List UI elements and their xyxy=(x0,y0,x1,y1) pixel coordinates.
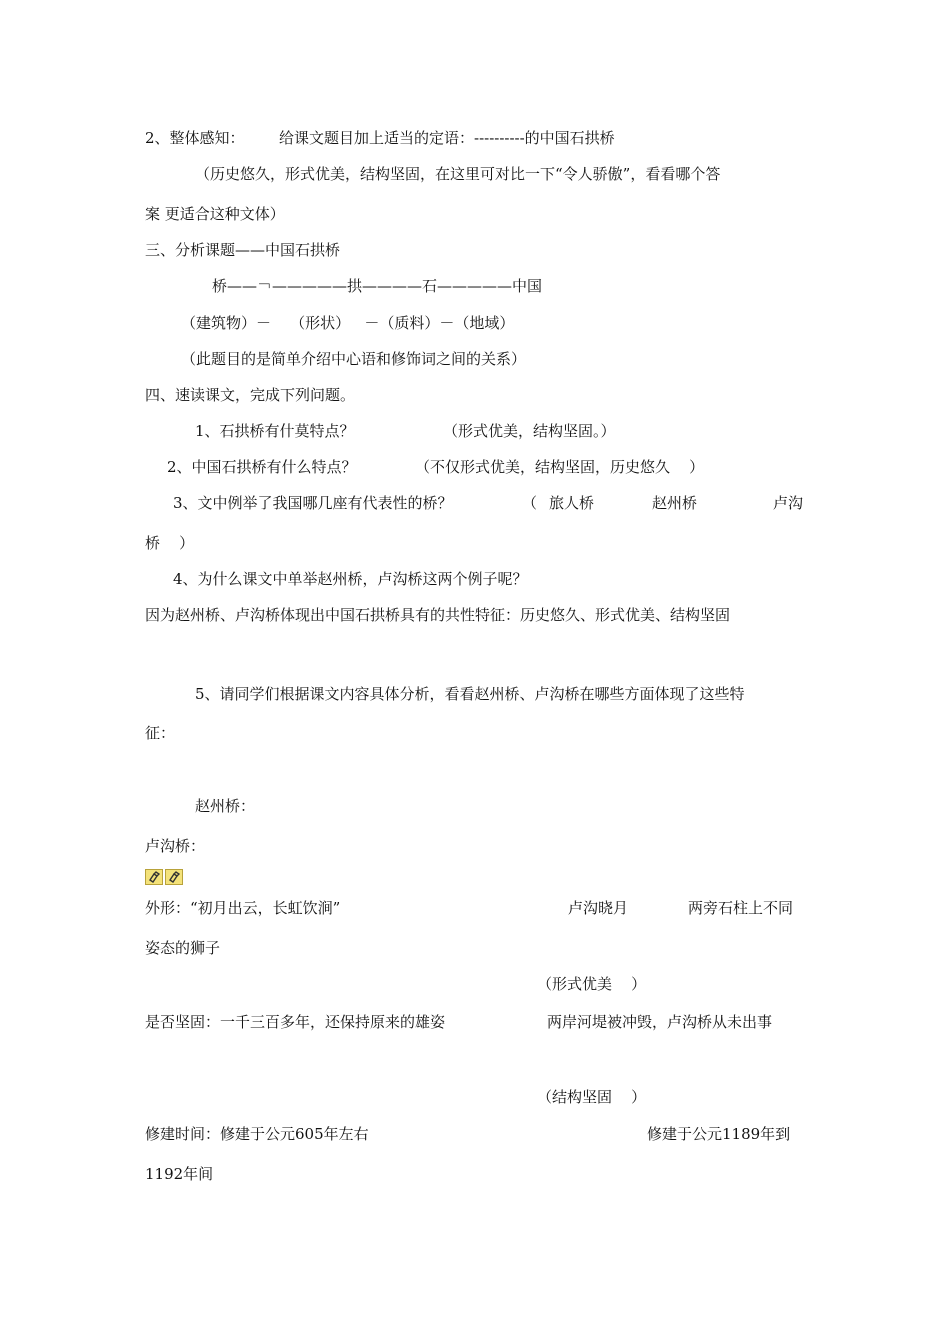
solid-conclusion: （结构坚固 ） xyxy=(537,1088,647,1106)
time-lugou-line-2: 1192年间 xyxy=(145,1165,214,1183)
title-categories: （建筑物）－ （形状） －（质料）－（地域） xyxy=(181,314,515,332)
zhaozhou-label: 赵州桥： xyxy=(195,797,256,815)
title-chain: 桥——￢—————拱————石—————中国 xyxy=(212,277,543,295)
section-2-note-line-2: 案 更适合这种文体） xyxy=(145,205,285,223)
shape-conclusion: （形式优美 ） xyxy=(537,975,647,993)
question-4: 4、为什么课文中单举赵州桥，卢沟桥这两个例子呢？ xyxy=(173,570,528,588)
question-3: 3、文中例举了我国哪几座有代表性的桥？ xyxy=(173,494,453,512)
link-icon[interactable] xyxy=(165,869,183,885)
section-2-label: 2、整体感知： xyxy=(145,129,245,147)
solid-lugou: 两岸河堤被冲毁，卢沟桥从未出事 xyxy=(547,1013,773,1031)
question-2: 2、中国石拱桥有什么特点？ xyxy=(167,458,357,476)
answer-3-open-paren: （ xyxy=(522,494,538,512)
shape-lugou: 卢沟晓月 xyxy=(568,899,629,917)
answer-2: （不仅形式优美，结构坚固，历史悠久 ） xyxy=(415,458,705,476)
title-purpose-note: （此题目的是简单介绍中心语和修饰词之间的关系） xyxy=(181,350,527,368)
answer-3-bridge-3-part-2: 桥 ） xyxy=(145,534,195,552)
section-3-heading: 三、分析课题——中国石拱桥 xyxy=(145,241,341,259)
shape-lions-line-2: 姿态的狮子 xyxy=(145,939,221,957)
shape-lions-line-1: 两旁石柱上不同 xyxy=(688,899,794,917)
section-2-note-line-1: （历史悠久，形式优美，结构坚固，在这里可对比一下“令人骄傲”，看看哪个答 xyxy=(195,165,721,183)
question-5-line-2: 征： xyxy=(145,724,176,742)
link-icon[interactable] xyxy=(145,869,163,885)
answer-3-bridge-1: 旅人桥 xyxy=(549,494,595,512)
answer-4: 因为赵州桥、卢沟桥体现出中国石拱桥具有的共性特征：历史悠久、形式优美、结构坚固 xyxy=(145,606,731,624)
section-4-heading: 四、速读课文，完成下列问题。 xyxy=(145,386,356,404)
section-2-task: 给课文题目加上适当的定语：----------的中国石拱桥 xyxy=(279,129,615,147)
answer-3-bridge-3-part-1: 卢沟 xyxy=(773,494,804,512)
time-label: 修建时间：修建于公元605年左右 xyxy=(145,1125,369,1143)
shape-label: 外形：“初月出云，长虹饮涧” xyxy=(145,899,341,917)
lugou-label: 卢沟桥： xyxy=(145,837,206,855)
answer-1: （形式优美，结构坚固。） xyxy=(443,422,616,440)
solid-label: 是否坚固：一千三百多年，还保持原来的雄姿 xyxy=(145,1013,446,1031)
question-5-line-1: 5、请同学们根据课文内容具体分析，看看赵州桥、卢沟桥在哪些方面体现了这些特 xyxy=(195,685,745,703)
question-1: 1、石拱桥有什莫特点？ xyxy=(195,422,355,440)
time-lugou-line-1: 修建于公元1189年到 xyxy=(647,1125,791,1143)
answer-3-bridge-2: 赵州桥 xyxy=(652,494,698,512)
embedded-object-icons xyxy=(145,869,183,885)
